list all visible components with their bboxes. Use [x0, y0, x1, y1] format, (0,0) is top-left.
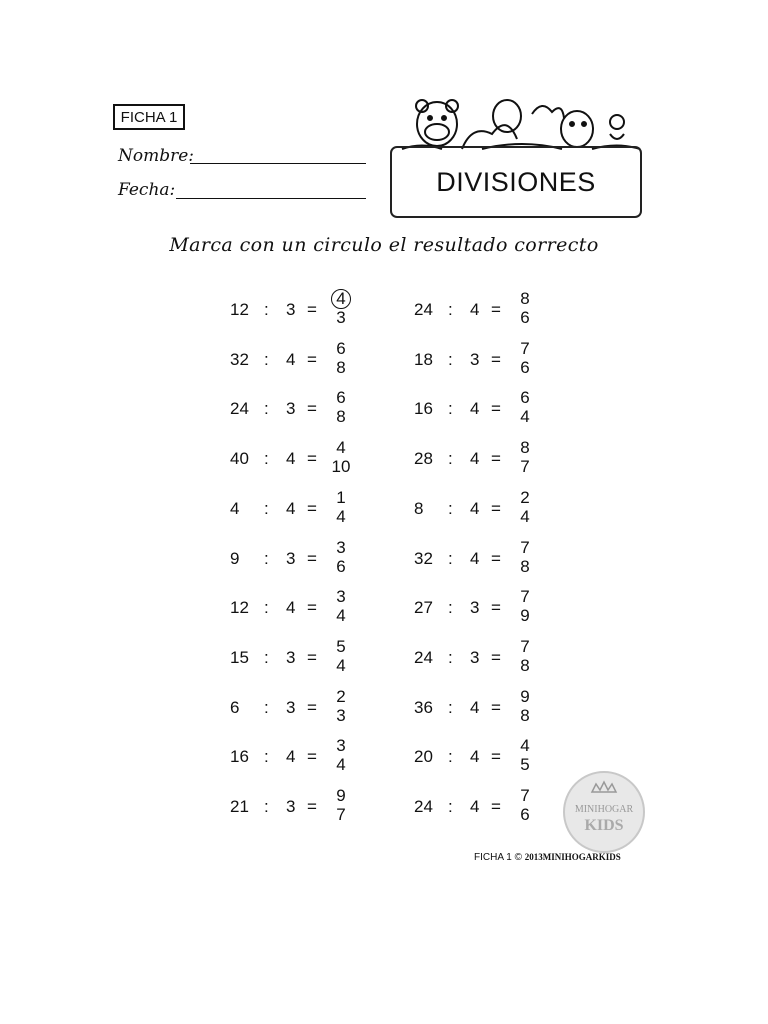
divisor: 4: [286, 598, 296, 618]
divisor: 4: [286, 747, 296, 767]
equals-sign: =: [491, 747, 501, 767]
division-sign: :: [264, 598, 269, 618]
dividend: 32: [230, 349, 249, 369]
answer-option[interactable]: 6: [336, 556, 346, 576]
dividend: 24: [414, 300, 433, 319]
divisor: 3: [470, 647, 480, 667]
division-sign: :: [264, 647, 269, 667]
answer-options: [330, 786, 352, 824]
divisor: 4: [286, 449, 296, 469]
footer: [474, 852, 621, 863]
dividend: 36: [414, 697, 433, 717]
answer-option[interactable]: 8: [520, 655, 530, 675]
answer-option[interactable]: 7: [520, 457, 530, 477]
dividend: 4: [230, 498, 240, 518]
answer-option[interactable]: 6: [336, 388, 346, 408]
answer-option[interactable]: 8: [336, 407, 346, 427]
answer-options: [514, 637, 536, 675]
ficha-label: FICHA 1: [113, 104, 185, 130]
dividend: 12: [230, 300, 249, 319]
equals-sign: =: [491, 598, 501, 618]
divisor: 4: [470, 449, 480, 469]
division-sign: :: [448, 647, 453, 667]
division-sign: :: [264, 449, 269, 469]
divisor: 3: [470, 598, 480, 618]
answer-option[interactable]: 7: [520, 786, 530, 805]
answer-options: [514, 736, 536, 774]
divisor: 4: [470, 498, 480, 518]
divisor: 3: [286, 697, 296, 717]
answer-option[interactable]: 10: [331, 457, 351, 477]
answer-option[interactable]: 8: [336, 357, 346, 377]
equals-sign: =: [307, 498, 317, 518]
answer-options: [330, 637, 352, 675]
dividend: 24: [414, 647, 433, 667]
footer-brand: 2013MINIHOGARKIDS: [524, 852, 621, 862]
equals-sign: =: [307, 449, 317, 469]
dividend: 9: [230, 548, 240, 568]
answer-options: [330, 388, 352, 426]
division-sign: :: [448, 399, 453, 419]
division-sign: :: [448, 697, 453, 717]
answer-option[interactable]: 3: [336, 308, 346, 327]
answer-option[interactable]: 8: [520, 705, 530, 725]
answer-option[interactable]: 4: [336, 655, 346, 675]
dividend: 15: [230, 647, 249, 667]
answer-option[interactable]: 9: [336, 786, 346, 805]
dividend: 21: [230, 797, 249, 816]
dividend: 18: [414, 349, 433, 369]
copyright-symbol: ©: [514, 852, 522, 863]
answer-options: [330, 587, 352, 625]
answer-option[interactable]: 6: [336, 338, 346, 358]
dividend: 16: [414, 399, 433, 419]
answer-options: [514, 339, 536, 377]
divisor: 3: [286, 399, 296, 419]
footer-ficha: FICHA 1: [474, 852, 512, 863]
division-sign: :: [448, 747, 453, 767]
fecha-line: [176, 198, 366, 199]
animal-illustration: [392, 94, 642, 154]
division-sign: :: [448, 598, 453, 618]
answer-option[interactable]: 4: [520, 506, 530, 526]
equals-sign: =: [491, 498, 501, 518]
nombre-line: [190, 163, 366, 164]
answer-option[interactable]: 7: [520, 636, 530, 656]
title-box: [390, 146, 642, 218]
answer-option[interactable]: 5: [336, 636, 346, 656]
answer-option[interactable]: 1: [336, 487, 346, 507]
equals-sign: =: [491, 399, 501, 419]
divisor: 4: [470, 747, 480, 767]
divisor: 4: [470, 548, 480, 568]
answer-option[interactable]: 9: [520, 686, 530, 706]
answer-option[interactable]: 8: [520, 438, 530, 458]
fecha-label: Fecha:: [118, 180, 176, 200]
divisor: 3: [286, 300, 296, 319]
equals-sign: =: [491, 300, 501, 319]
answer-options: [330, 687, 352, 725]
answer-option[interactable]: 6: [520, 357, 530, 377]
answer-option[interactable]: 2: [520, 487, 530, 507]
equals-sign: =: [307, 747, 317, 767]
answer-options: [514, 687, 536, 725]
answer-option[interactable]: 7: [520, 587, 530, 607]
answer-option[interactable]: 4: [336, 606, 346, 626]
division-sign: :: [264, 349, 269, 369]
equals-sign: =: [307, 647, 317, 667]
divisor: 4: [286, 349, 296, 369]
divisor: 3: [286, 548, 296, 568]
division-sign: :: [264, 548, 269, 568]
equals-sign: =: [491, 548, 501, 568]
dividend: 12: [230, 598, 249, 618]
equals-sign: =: [307, 797, 317, 816]
answer-option[interactable]: 6: [520, 388, 530, 408]
answer-options: [514, 488, 536, 526]
answer-option[interactable]: 7: [336, 805, 346, 824]
nombre-label: Nombre:: [118, 146, 195, 166]
division-sign: :: [448, 498, 453, 518]
answer-options: [514, 388, 536, 426]
page-title: DIVISIONES: [436, 166, 596, 197]
answer-options: [514, 538, 536, 576]
answer-options: [330, 289, 352, 327]
answer-option[interactable]: 3: [336, 587, 346, 607]
answer-options: [514, 587, 536, 625]
divisor: 4: [470, 300, 480, 319]
answer-option[interactable]: 7: [520, 338, 530, 358]
answer-option[interactable]: 3: [336, 705, 346, 725]
answer-options: [330, 488, 352, 526]
answer-option[interactable]: 3: [336, 736, 346, 756]
dividend: 32: [414, 548, 433, 568]
equals-sign: =: [307, 349, 317, 369]
dividend: 40: [230, 449, 249, 469]
divisor: 4: [470, 797, 480, 816]
equals-sign: =: [307, 697, 317, 717]
equals-sign: =: [491, 797, 501, 816]
dividend: 20: [414, 747, 433, 767]
division-sign: :: [448, 349, 453, 369]
answer-options: [514, 289, 536, 327]
dividend: 8: [414, 498, 424, 518]
answer-options: [330, 438, 352, 476]
equals-sign: =: [491, 697, 501, 717]
divisor: 4: [286, 498, 296, 518]
answer-options: [330, 538, 352, 576]
answer-option[interactable]: 5: [520, 755, 530, 775]
dividend: 24: [414, 797, 433, 816]
division-sign: :: [448, 449, 453, 469]
equals-sign: =: [491, 647, 501, 667]
answer-option[interactable]: 4: [336, 755, 346, 775]
answer-option[interactable]: 4: [336, 289, 346, 308]
dividend: 27: [414, 598, 433, 618]
watermark-stamp: [562, 770, 646, 854]
answer-option[interactable]: 4: [336, 506, 346, 526]
answer-option[interactable]: 6: [520, 805, 530, 824]
divisor: 3: [286, 647, 296, 667]
division-sign: :: [264, 498, 269, 518]
division-sign: :: [448, 548, 453, 568]
equals-sign: =: [491, 349, 501, 369]
division-sign: :: [264, 797, 269, 816]
answer-option[interactable]: 2: [336, 686, 346, 706]
answer-option[interactable]: 4: [520, 407, 530, 427]
dividend: 6: [230, 697, 240, 717]
answer-options: [330, 736, 352, 774]
answer-options: [330, 339, 352, 377]
answer-option[interactable]: 9: [520, 606, 530, 626]
watermark-line2: KIDS: [584, 817, 624, 834]
equals-sign: =: [307, 598, 317, 618]
answer-option[interactable]: 4: [336, 438, 346, 458]
answer-options: [514, 786, 536, 824]
answer-option[interactable]: 8: [520, 556, 530, 576]
divisor: 4: [470, 399, 480, 419]
answer-option[interactable]: 3: [336, 537, 346, 557]
equals-sign: =: [307, 399, 317, 419]
division-sign: :: [264, 399, 269, 419]
equals-sign: =: [307, 300, 317, 319]
division-sign: :: [448, 300, 453, 319]
divisor: 3: [286, 797, 296, 816]
answer-option[interactable]: 6: [520, 308, 530, 327]
watermark-line1: MINIHOGAR: [574, 804, 634, 815]
equals-sign: =: [491, 449, 501, 469]
answer-options: [514, 438, 536, 476]
division-sign: :: [448, 797, 453, 816]
dividend: 24: [230, 399, 249, 419]
division-sign: :: [264, 697, 269, 717]
dividend: 28: [414, 449, 433, 469]
instruction-text: Marca con un circulo el resultado correcto: [169, 234, 599, 256]
equals-sign: =: [307, 548, 317, 568]
answer-option[interactable]: 7: [520, 537, 530, 557]
answer-option[interactable]: 4: [520, 736, 530, 756]
divisor: 3: [470, 349, 480, 369]
answer-option[interactable]: 8: [520, 289, 530, 308]
divisor: 4: [470, 697, 480, 717]
division-sign: :: [264, 747, 269, 767]
dividend: 16: [230, 747, 249, 767]
division-sign: :: [264, 300, 269, 319]
